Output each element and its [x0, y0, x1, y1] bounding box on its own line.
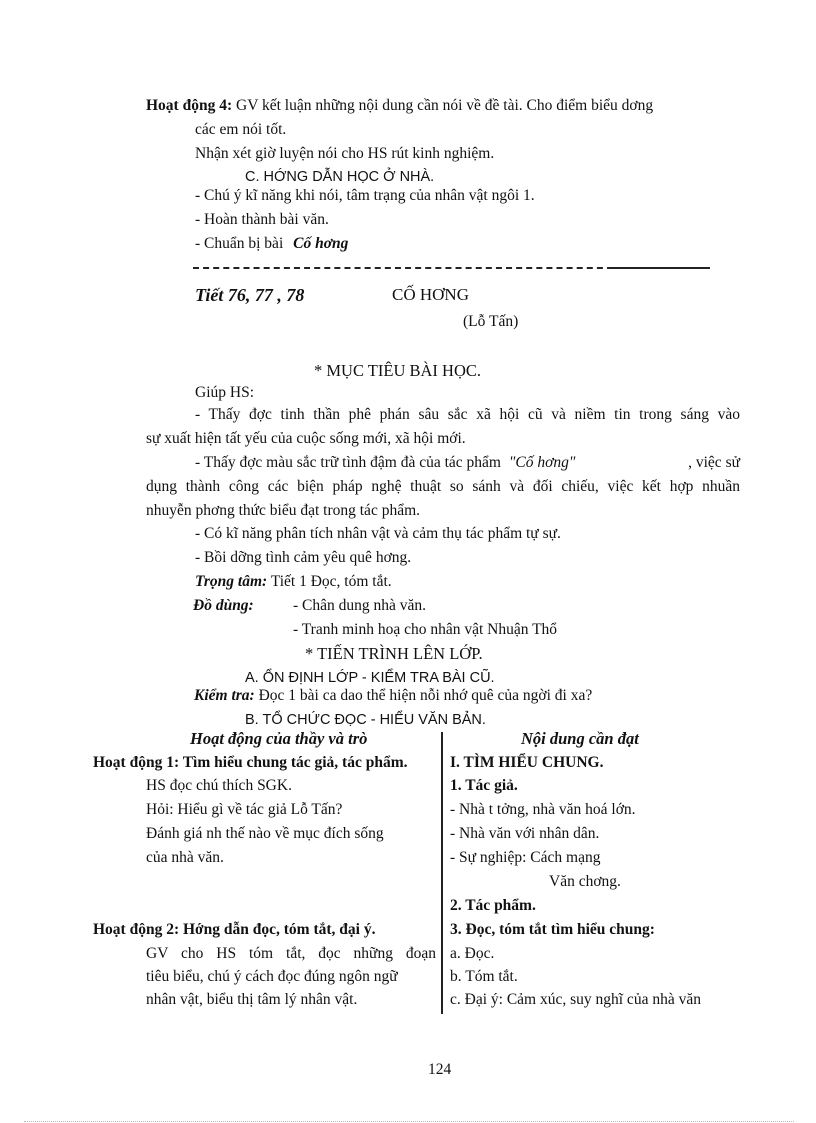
section-c-heading: C. HỚNG DẪN HỌC Ở NHÀ. [245, 169, 435, 185]
activity-1-line-1: HS đọc chú thích SGK. [146, 777, 292, 794]
activity-4-label: Hoạt động 4: [146, 97, 233, 114]
lesson-title: CỐ HƠNG [392, 285, 469, 304]
check-line [194, 686, 592, 706]
objective-2c: nhuyễn phơng thức biểu đạt trong tác phẩm. [146, 502, 421, 519]
objective-2a [195, 453, 740, 473]
objective-2b: dụng thành công các biện pháp nghệ thuật so sánh và đối chiếu, việc kết hợp nhuần [146, 478, 740, 495]
activity-1-line-2: Hỏi: Hiểu gì về tác giả Lỗ Tấn? [146, 801, 343, 818]
author-line-2: - Nhà văn với nhân dân. [450, 825, 600, 842]
objective-2a-title: "Cố hơng" [508, 454, 576, 471]
objectives-heading: * MỤC TIÊU BÀI HỌC. [314, 361, 481, 380]
author-line-1: - Nhà t tởng, nhà văn hoá lớn. [450, 801, 636, 818]
focus-label: Trọng tâm: [195, 573, 268, 590]
objective-4: - Bồi dỡng tình cảm yêu quê hơng. [195, 549, 412, 566]
tools-item-2: - Tranh minh hoạ cho nhân vật Nhuận Thổ [293, 621, 558, 638]
solid-divider [613, 267, 710, 269]
focus-text: Tiết 1 Đọc, tóm tắt. [270, 573, 392, 590]
subsection-author: 1. Tác giả. [450, 777, 518, 794]
focus-line [195, 572, 392, 592]
subsection-reading: 3. Đọc, tóm tắt tìm hiểu chung: [450, 921, 655, 938]
tools-item-1: - Chân dung nhà văn. [293, 597, 427, 614]
objective-2a-text: - Thấy đợc màu sắc trữ tình đậm đà của tác phẩm [195, 454, 501, 471]
process-heading: * TIẾN TRÌNH LÊN LỚP. [305, 644, 483, 663]
objective-1b: sự xuất hiện tất yếu của cuộc sống mới, xã hội mới. [146, 430, 466, 447]
activity-4-continuation: các em nói tốt. [195, 121, 287, 138]
part-1-heading: I. TÌM HIỂU CHUNG. [450, 754, 604, 771]
tools-label: Đồ dùng: [193, 597, 254, 614]
section-b-heading: B. TỔ CHỨC ĐỌC - HIỂU VĂN BẢN. [245, 712, 486, 728]
page-number: 124 [428, 1061, 452, 1078]
activity-1-line-4: của nhà văn. [146, 849, 224, 866]
section-a-heading: A. ỔN ĐỊNH LỚP - KIỂM TRA BÀI CŨ. [245, 670, 495, 686]
prepare-title: Cố hơng [293, 235, 349, 252]
prepare-text: - Chuẩn bị bài [195, 235, 284, 252]
homework-item-1: - Chú ý kĩ năng khi nói, tâm trạng của nhân vật ngôi 1. [195, 187, 535, 204]
author-line-3: - Sự nghiệp: Cách mạng [450, 849, 601, 866]
footer-dotted-line [24, 1121, 794, 1122]
table-column-divider [441, 732, 443, 1014]
reading-line-c: c. Đại ý: Cảm xúc, suy nghĩ của nhà văn [450, 991, 701, 1008]
objective-2a-end: , việc sử [688, 454, 740, 471]
activity-1-title: Hoạt động 1: Tìm hiểu chung tác giả, tác phẩm. [93, 754, 408, 771]
reading-line-b: b. Tóm tắt. [450, 968, 518, 985]
activity-2-line-1: GV cho HS tóm tắt, đọc những đoạn [146, 945, 436, 962]
dashed-divider [193, 267, 613, 269]
activity-4-line [146, 96, 653, 116]
homework-item-3 [195, 234, 348, 254]
author-line-4: Văn chơng. [549, 873, 621, 890]
remark-line: Nhận xét giờ luyện nói cho HS rút kinh nghiệm. [195, 145, 495, 162]
activity-2-line-2: tiêu biểu, chú ý cách đọc đúng ngôn ngữ [146, 968, 398, 985]
activity-1-line-3: Đánh giá nh thế nào về mục đích sống [146, 825, 384, 842]
activity-2-line-3: nhân vật, biểu thị tâm lý nhân vật. [146, 991, 358, 1008]
homework-item-2: - Hoàn thành bài văn. [195, 211, 329, 228]
reading-line-a: a. Đọc. [450, 945, 495, 962]
subsection-work: 2. Tác phẩm. [450, 897, 536, 914]
check-text: Đọc 1 bài ca dao thể hiện nỗi nhớ quê của ngời đi xa? [258, 687, 593, 704]
activity-2-title: Hoạt động 2: Hớng dẫn đọc, tóm tắt, đại ý. [93, 921, 376, 938]
objective-3: - Có kĩ năng phân tích nhân vật và cảm thụ tác phẩm tự sự. [195, 525, 561, 542]
table-right-header: Nội dung cần đạt [521, 729, 639, 748]
lesson-author: (Lỗ Tấn) [463, 313, 519, 330]
check-label: Kiểm tra: [194, 687, 255, 704]
lesson-periods: Tiết 76, 77 , 78 [195, 285, 305, 305]
objectives-intro: Giúp HS: [195, 384, 254, 401]
objective-1a: - Thấy đợc tinh thần phê phán sâu sắc xã hội cũ và niềm tin trong sáng vào [195, 406, 740, 423]
table-left-header: Hoạt động của thầy và trò [190, 729, 368, 748]
activity-4-text: GV kết luận những nội dung cần nói về đề tài. Cho điểm biểu dơng [236, 97, 654, 114]
